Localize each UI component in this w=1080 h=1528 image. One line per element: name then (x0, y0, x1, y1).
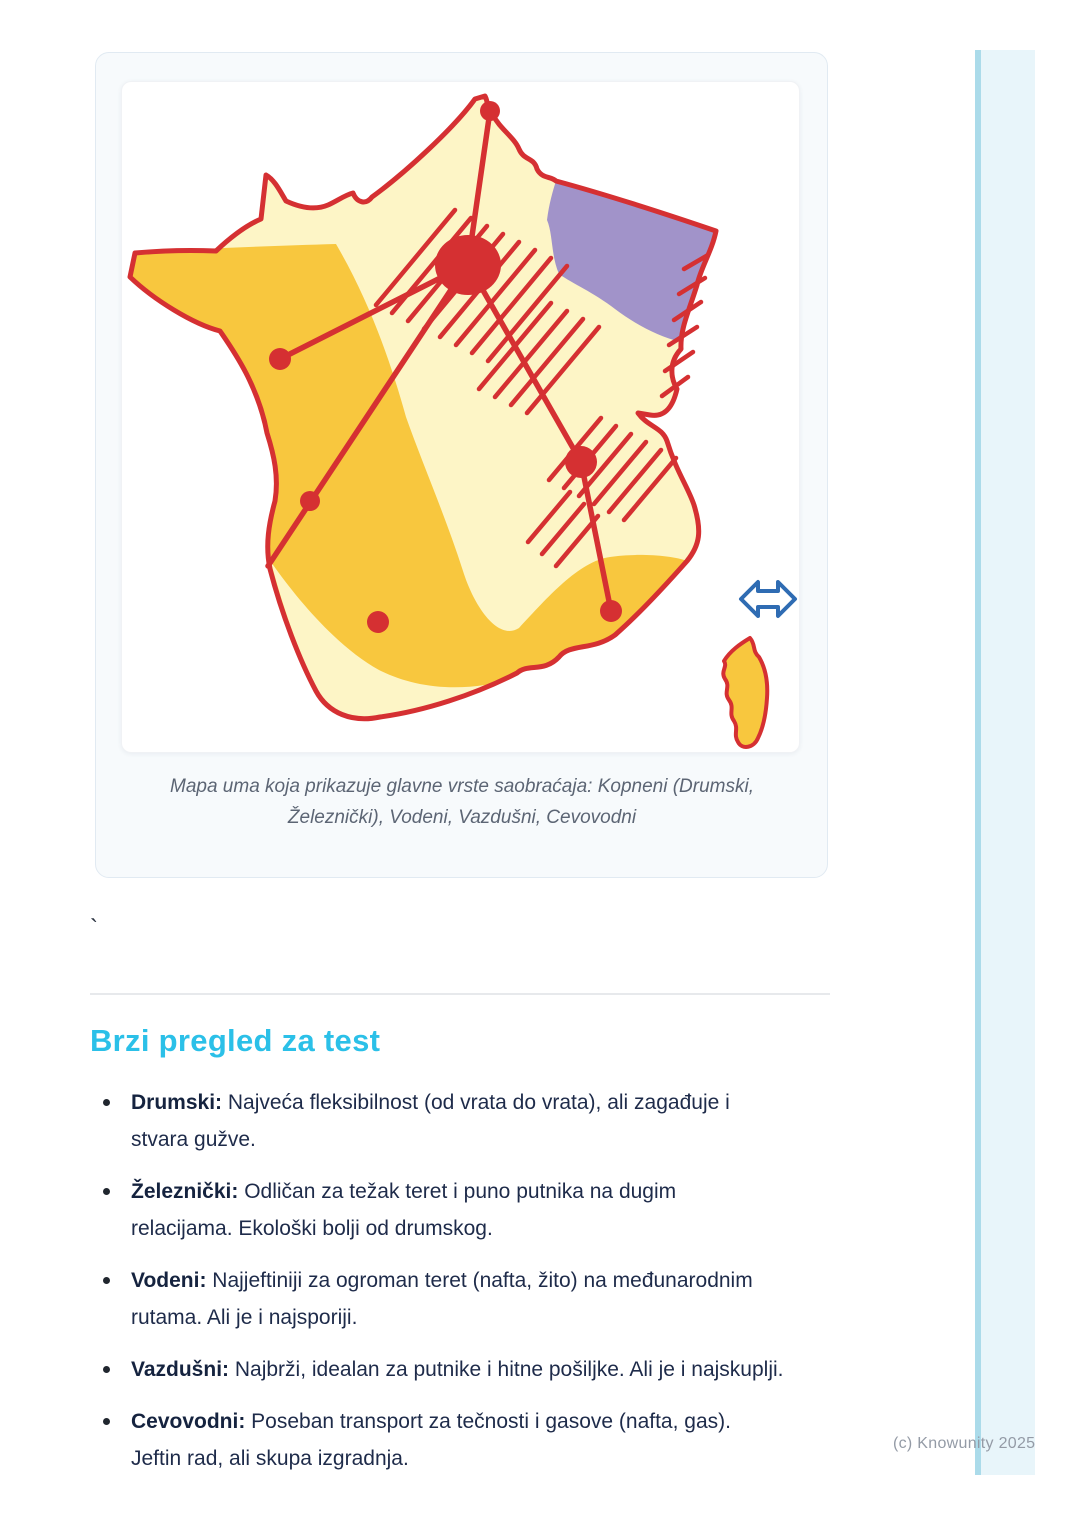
city-node-southeast (600, 600, 622, 622)
figure-caption-line2: Železnički), Vodeni, Vazdušni, Cevovodni (287, 807, 637, 828)
bullet-icon (103, 1188, 110, 1195)
list-item-line1: Najveća fleksibilnost (od vrata do vrata), ali zagađuje i (222, 1091, 730, 1114)
list-item-term: Cevovodni: (131, 1410, 246, 1433)
bullet-icon (103, 1366, 110, 1373)
list-item-line1: Najjeftiniji za ogroman teret (nafta, žito) na međunarodnim (206, 1269, 753, 1292)
map-panel (121, 81, 800, 753)
bullet-icon (103, 1418, 110, 1425)
list-item-line2: rutama. Ali je i najsporiji. (131, 1306, 358, 1329)
list-item-term: Vazdušni: (131, 1358, 230, 1381)
figure-caption (152, 771, 772, 833)
summary-bullet-list (90, 1084, 850, 1492)
bullet-icon (103, 1099, 110, 1106)
list-item-drumski (90, 1084, 850, 1158)
side-strip (975, 50, 1035, 1475)
list-item-line2: relacijama. Ekološki bolji od drumskog. (131, 1217, 493, 1240)
section-divider (90, 993, 830, 995)
list-item-text (131, 1351, 850, 1388)
list-item-term: Železnički: (131, 1180, 239, 1203)
list-item-text (131, 1084, 850, 1158)
list-item-line1: Poseban transport za tečnosti i gasove (nafta, gas). (245, 1410, 731, 1433)
section-heading: Brzi pregled za test (90, 1023, 381, 1058)
list-item-text (131, 1262, 850, 1336)
figure-caption-line1: Mapa uma koja prikazuje glavne vrste saobraćaja: Kopneni (Drumski, (170, 776, 754, 797)
corsica-island (723, 638, 767, 747)
double-arrow-icon (741, 582, 795, 616)
city-node-west (269, 348, 291, 370)
list-item-term: Drumski: (131, 1091, 223, 1114)
city-node-midwest (300, 491, 320, 511)
list-item-cevovodni (90, 1403, 850, 1477)
list-item-line1: Odličan za težak teret i puno putnika na dugim (238, 1180, 677, 1203)
figure-card (95, 52, 828, 878)
paris-hub-node (435, 235, 501, 295)
list-item-text (131, 1403, 850, 1477)
stray-backtick: ` (90, 915, 98, 942)
list-item-vodeni (90, 1262, 850, 1336)
copyright-text: (c) Knowunity 2025 (893, 1435, 1036, 1452)
list-item-text (131, 1173, 850, 1247)
list-item-zeleznicki (90, 1173, 850, 1247)
list-item-line2: stvara gužve. (131, 1128, 256, 1151)
bullet-icon (103, 1277, 110, 1284)
list-item-vazdusni (90, 1351, 850, 1388)
list-item-term: Vodeni: (131, 1269, 207, 1292)
list-item-line1: Najbrži, idealan za putnike i hitne pošiljke. Ali je i najskuplji. (229, 1358, 784, 1381)
list-item-line2: Jeftin rad, ali skupa izgradnja. (131, 1447, 409, 1470)
city-node-north (480, 101, 500, 121)
france-transport-map-illustration (123, 84, 798, 752)
city-node-south (367, 611, 389, 633)
city-node-lyon (565, 446, 597, 478)
